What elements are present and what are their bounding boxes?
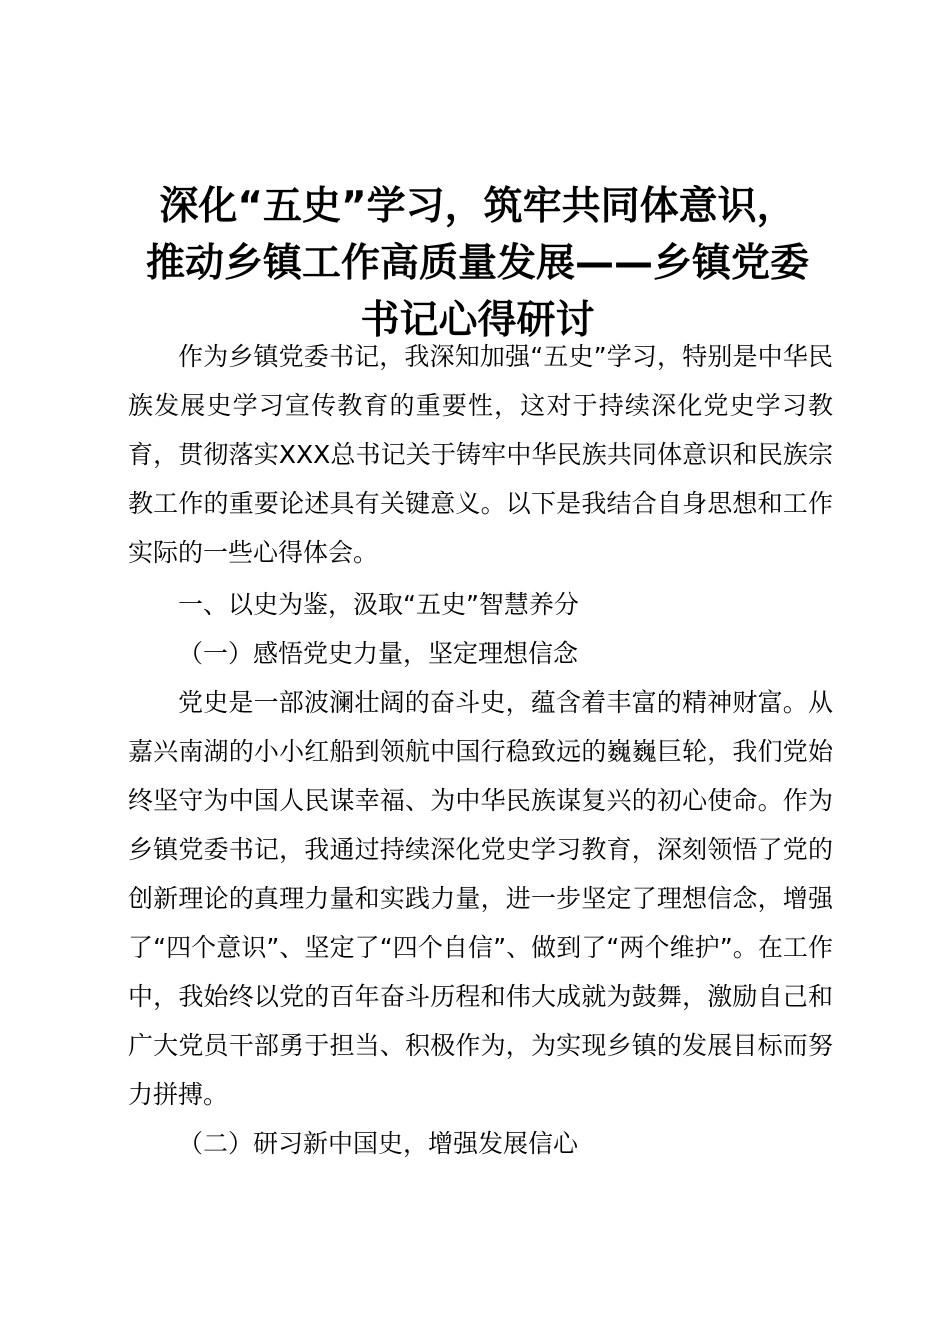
title-line-3: 书记心得研讨 — [360, 298, 595, 343]
subsection-heading-2: （二）研习新中国史，增强发展信心 — [178, 1129, 579, 1158]
document-title — [120, 178, 835, 349]
intro-paragraph: 作为乡镇党委书记，我深知加强“五史”学习，特别是中华民族发展史学习宣传教育的重要性，这对于持续深化党史学习教育，贯彻落实XXX总书记关于铸牢中华民族共同体意识和民族宗教工作的重要论述具有关键意义。以下是我结合自身思想和工作实际的一些心得体会。 — [128, 342, 833, 567]
subsection-1-paragraph: 党史是一部波澜壮阔的奋斗史，蕴含着丰富的精神财富。从嘉兴南湖的小小红船到领航中国行稳致远的巍巍巨轮，我们党始终坚守为中国人民谋幸福、为中华民族谋复兴的初心使命。作为乡镇党委书记，我通过持续深化党史学习教育，深刻领悟了党的创新理论的真理力量和实践力量，进一步坚定了理想信念，增强了“四个意识”、坚定了“四个自信”、做到了“两个维护”。在工作中，我始终以党的百年奋斗历程和伟大成就为鼓舞，激励自己和广大党员干部勇于担当、积极作为，为实现乡镇的发展目标而努力拼搏。 — [128, 688, 833, 1109]
title-line-1: 深化“五史”学习，筑牢共同体意识， — [159, 184, 796, 229]
subsection-heading-1: （一）感悟党史力量，坚定理想信念 — [178, 639, 579, 668]
section-heading-1: 一、以史为鉴，汲取“五史”智慧养分 — [178, 590, 579, 619]
title-line-2: 推动乡镇工作高质量发展——乡镇党委 — [145, 241, 809, 286]
document-body — [128, 332, 833, 1168]
